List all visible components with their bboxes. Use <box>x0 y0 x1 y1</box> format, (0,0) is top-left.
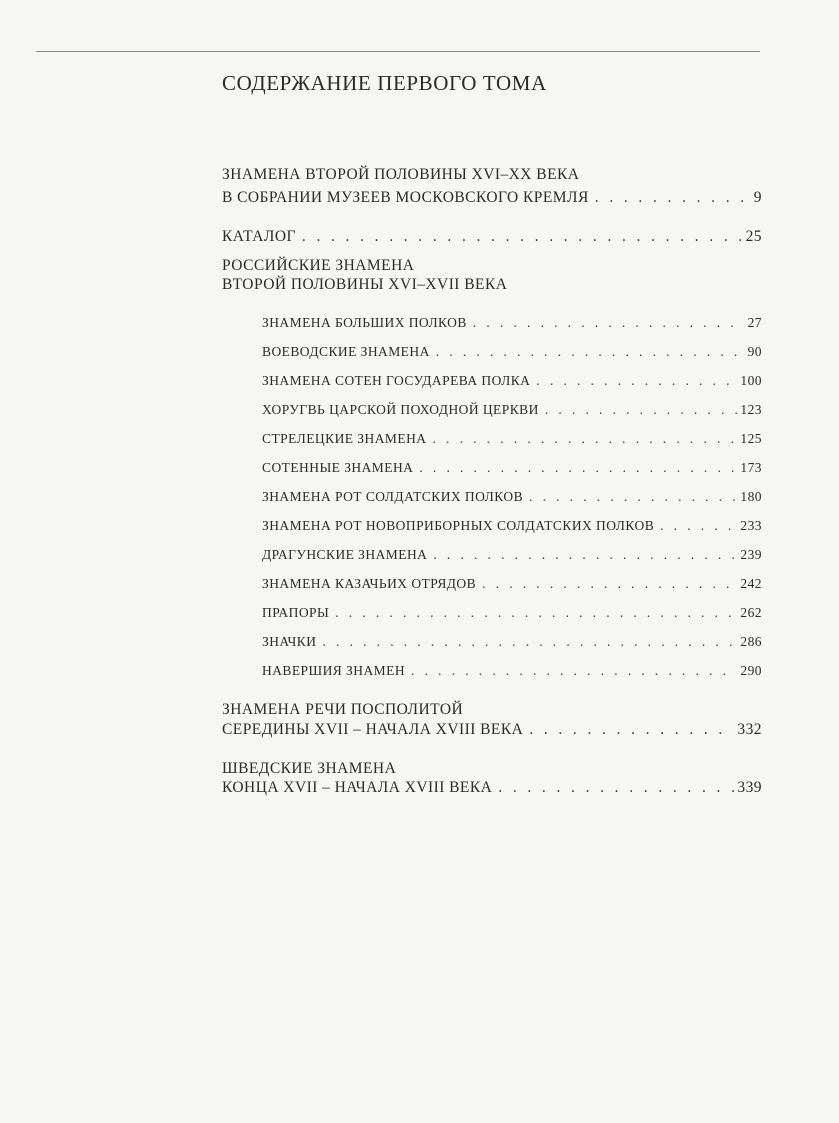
toc-subentry[interactable] <box>262 490 762 504</box>
toc-entry-intro-line1 <box>222 167 579 183</box>
leader-dots <box>595 190 751 206</box>
toc-page-number: 25 <box>745 228 762 245</box>
toc-entry-catalog[interactable] <box>222 229 762 245</box>
leader-dots <box>473 316 745 330</box>
toc-entry-swedish[interactable] <box>222 780 762 796</box>
leader-dots <box>536 374 737 388</box>
toc-section-label: ВТОРОЙ ПОЛОВИНЫ XVI–XVII ВЕКА <box>222 276 508 293</box>
leader-dots <box>302 229 743 245</box>
toc-subentry[interactable] <box>262 374 762 388</box>
toc-subentry[interactable] <box>262 606 762 620</box>
toc-entry-intro[interactable] <box>222 190 762 206</box>
toc-subentry[interactable] <box>262 432 762 446</box>
toc-subentry[interactable] <box>262 548 762 562</box>
toc-subentry[interactable] <box>262 316 762 330</box>
leader-dots <box>498 780 734 796</box>
toc-entry-label: КАТАЛОГ <box>222 228 296 245</box>
toc-entry-label: ЗНАМЕНА ВТОРОЙ ПОЛОВИНЫ XVI–XX ВЕКА <box>222 166 580 183</box>
toc-subentry[interactable] <box>262 577 762 591</box>
toc-entry-label: ЗНАМЕНА РОТ СОЛДАТСКИХ ПОЛКОВ <box>262 489 524 504</box>
toc-entry-swedish-line1 <box>222 761 396 777</box>
toc-entry-label: ДРАГУНСКИЕ ЗНАМЕНА <box>262 547 428 562</box>
toc-page-number: 100 <box>740 373 762 388</box>
toc-entry-label: ШВЕДСКИЕ ЗНАМЕНА <box>222 760 397 777</box>
toc-page-number: 173 <box>740 460 762 475</box>
leader-dots <box>529 722 734 738</box>
toc-subentry[interactable] <box>262 403 762 417</box>
page-title: СОДЕРЖАНИЕ ПЕРВОГО ТОМА <box>222 71 547 95</box>
toc-subentry[interactable] <box>262 345 762 359</box>
toc-entry-label: ПРАПОРЫ <box>262 605 330 620</box>
toc-subentry[interactable] <box>262 519 762 533</box>
toc-entry-label: ВОЕВОДСКИЕ ЗНАМЕНА <box>262 344 430 359</box>
toc-entry-label: СЕРЕДИНЫ XVII – НАЧАЛА XVIII ВЕКА <box>222 721 524 738</box>
toc-entry-label: ЗНАМЕНА РЕЧИ ПОСПОЛИТОЙ <box>222 701 464 718</box>
toc-entry-polish-line1 <box>222 702 463 718</box>
toc-page-number: 90 <box>747 344 762 359</box>
leader-dots <box>436 345 745 359</box>
toc-section-label: РОССИЙСКИЕ ЗНАМЕНА <box>222 257 415 274</box>
toc-entry-label: СТРЕЛЕЦКИЕ ЗНАМЕНА <box>262 431 427 446</box>
leader-dots <box>433 548 737 562</box>
toc-section-russian-line2 <box>222 277 507 293</box>
toc-page-number: 332 <box>737 721 762 738</box>
toc-entry-label: ЗНАМЕНА КАЗАЧЬИХ ОТРЯДОВ <box>262 576 477 591</box>
leader-dots <box>660 519 737 533</box>
toc-page-number: 9 <box>753 189 762 206</box>
toc-entry-label: ЗНАЧКИ <box>262 634 317 649</box>
toc-page-number: 290 <box>740 663 762 678</box>
leader-dots <box>419 461 737 475</box>
leader-dots <box>335 606 737 620</box>
leader-dots <box>322 635 737 649</box>
toc-page-number: 180 <box>740 489 762 504</box>
toc-page-number: 262 <box>740 605 762 620</box>
toc-subentry[interactable] <box>262 635 762 649</box>
leader-dots <box>482 577 737 591</box>
toc-page-number: 242 <box>740 576 762 591</box>
toc-entry-label: КОНЦА XVII – НАЧАЛА XVIII ВЕКА <box>222 779 493 796</box>
toc-entry-label: СОТЕННЫЕ ЗНАМЕНА <box>262 460 414 475</box>
toc-page-number: 286 <box>740 634 762 649</box>
toc-entry-label: ЗНАМЕНА СОТЕН ГОСУДАРЕВА ПОЛКА <box>262 373 531 388</box>
toc-entry-label: ХОРУГВЬ ЦАРСКОЙ ПОХОДНОЙ ЦЕРКВИ <box>262 402 539 417</box>
toc-subentry[interactable] <box>262 461 762 475</box>
toc-entry-label: В СОБРАНИИ МУЗЕЕВ МОСКОВСКОГО КРЕМЛЯ <box>222 189 589 206</box>
toc-page-number: 125 <box>740 431 762 446</box>
toc-subentry[interactable] <box>262 664 762 678</box>
leader-dots <box>432 432 737 446</box>
leader-dots <box>545 403 738 417</box>
toc-entry-label: НАВЕРШИЯ ЗНАМЕН <box>262 663 406 678</box>
toc-entry-label: ЗНАМЕНА РОТ НОВОПРИБОРНЫХ СОЛДАТСКИХ ПОЛКОВ <box>262 518 655 533</box>
toc-section-russian-line1 <box>222 258 414 274</box>
toc-page-number: 233 <box>740 518 762 533</box>
leader-dots <box>411 664 737 678</box>
leader-dots <box>529 490 737 504</box>
toc-page-number: 339 <box>737 779 762 796</box>
toc-entry-label: ЗНАМЕНА БОЛЬШИХ ПОЛКОВ <box>262 315 467 330</box>
toc-page-number: 27 <box>747 315 762 330</box>
toc-page-number: 239 <box>740 547 762 562</box>
toc-page-number: 123 <box>740 402 762 417</box>
toc-entry-polish[interactable] <box>222 722 762 738</box>
